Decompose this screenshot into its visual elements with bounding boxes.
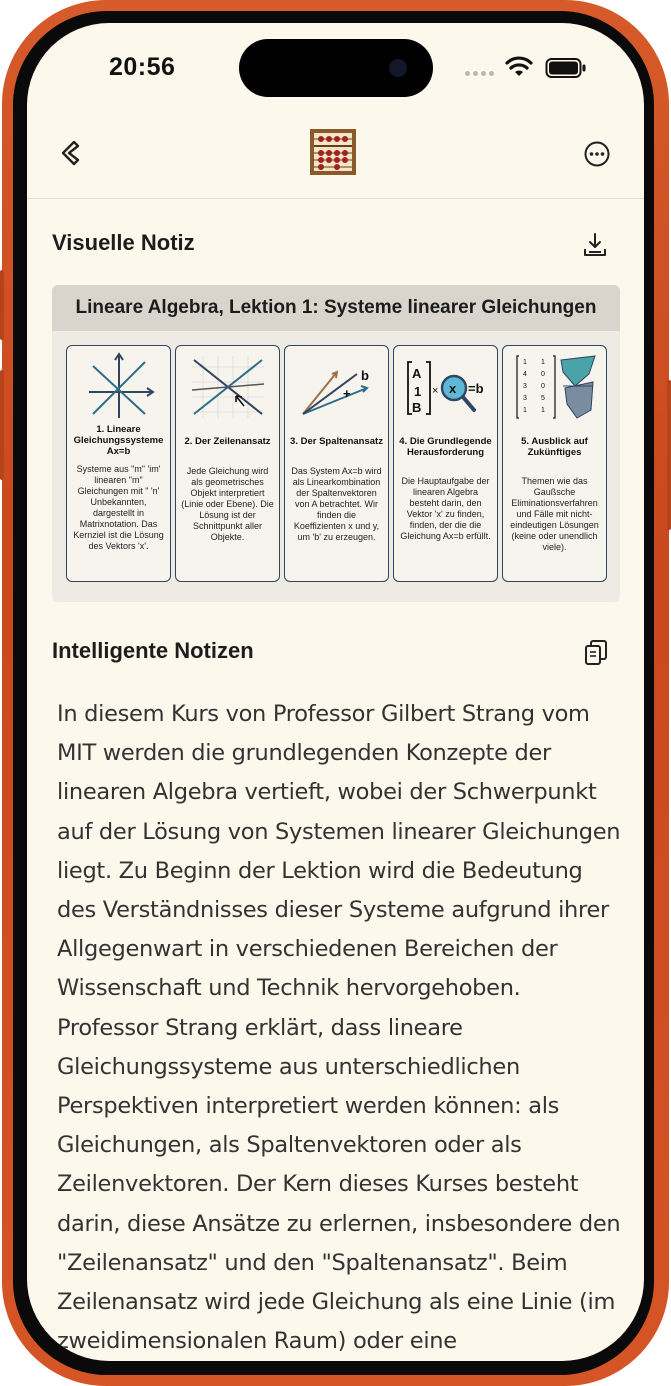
dynamic-island: [239, 39, 433, 97]
svg-text:0: 0: [541, 383, 545, 390]
panel-title: 5. Ausblick auf Zukünftiges: [521, 436, 588, 458]
panel-title: 4. Die Grundlegende Herausforderung: [399, 436, 492, 458]
back-chevron-icon[interactable]: [55, 137, 87, 169]
visual-panel-3: [284, 345, 389, 582]
svg-text:b: b: [361, 368, 369, 383]
vector-addition-icon: [297, 352, 377, 422]
svg-text:×: ×: [432, 385, 439, 397]
svg-text:=b: =b: [468, 381, 484, 396]
status-time: 20:56: [109, 53, 176, 81]
signal-icon: [465, 71, 494, 76]
panel-body: Das System Ax=b wird als Linearkombination der Spaltenvektoren von A betrachtet. Wir finden die Koeffizienten x und y, um 'b' zu erzeugen.: [291, 466, 382, 542]
svg-text:1: 1: [541, 407, 545, 414]
screen: [27, 23, 644, 1361]
svg-text:0: 0: [541, 371, 545, 378]
svg-text:4: 4: [523, 371, 527, 378]
battery-icon: [545, 57, 587, 79]
svg-text:1: 1: [523, 407, 527, 414]
svg-text:3: 3: [523, 383, 527, 390]
panel-body: Die Hauptaufgabe der linearen Algebra besteht darin, den Vektor 'x' zu finden, finden, der die die Gleichung Ax=b erfüllt.: [400, 476, 491, 541]
svg-text:1: 1: [523, 359, 527, 366]
visual-note-header: Lineare Algebra, Lektion 1: Systeme linearer Gleichungen: [52, 285, 620, 331]
side-button: [667, 380, 671, 530]
visual-note-image: [52, 285, 620, 602]
smart-notes-title: Intelligente Notizen: [52, 638, 254, 663]
abacus-icon: [309, 128, 357, 176]
svg-text:5: 5: [541, 395, 545, 402]
svg-text:+: +: [343, 386, 351, 401]
svg-text:1: 1: [414, 384, 422, 399]
navigation-bar: [27, 123, 644, 199]
camera-icon: [389, 59, 407, 77]
svg-text:1: 1: [541, 359, 545, 366]
visual-panel-5: [502, 345, 607, 582]
panel-title: 2. Der Zeilenansatz: [184, 436, 271, 447]
more-options-icon[interactable]: [583, 140, 611, 168]
magnifier-equation-icon: [406, 352, 490, 422]
visual-panel-4: [393, 345, 498, 582]
side-button: [0, 370, 4, 480]
svg-text:x: x: [449, 381, 457, 396]
panel-body: Systeme aus "m" 'im' linearen "m" Gleichungen mit " 'n' Unbekannten, dargestellt in Matrixnotation. Das Kernziel ist die Lösung des Vektors 'x'.: [73, 464, 164, 551]
svg-text:3: 3: [523, 395, 527, 402]
panel-body: Themen wie das Gaußsche Eliminationsverfahren und Fälle mit nicht-eindeutigen Lösungen (keine oder unendlich viele).: [510, 476, 599, 552]
download-icon[interactable]: [581, 231, 609, 259]
smart-notes-text: In diesem Kurs von Professor Gilbert Strang vom MIT werden die grundlegenden Konzepte der linearen Algebra vertieft, wobei der Schwerpunkt auf der Lösung von Systemen linearer Gleichungen liegt. Zu Beginn der Lektion wird die Bedeutung des Verständnisses dieser Systeme aufgrund ihrer Allgegenwart in verschiedenen Bereichen der Wissenschaft und Technik hervorgehoben. Professor Strang erklärt, dass lineare Gleichungssysteme aus unterschiedlichen Perspektiven interpretiert werden können: als Gleichungen, als Spaltenvektoren oder als Zeilenvektoren. Der Kern dieses Kurses besteht darin, diese Ansätze zu erlernen, insbesondere den "Zeilenansatz" und den "Spaltenansatz". Beim Zeilenansatz wird jede Gleichung als eine Linie (im zweidimensionalen Raum) oder eine: [57, 701, 621, 1355]
copy-icon[interactable]: [583, 639, 609, 667]
matrix-planes-icon: [515, 352, 599, 422]
wifi-icon: [505, 56, 533, 78]
svg-text:B: B: [412, 400, 422, 415]
panel-title: 3. Der Spaltenansatz: [290, 436, 383, 447]
panel-title: 1. Lineare Gleichungssysteme Ax=b: [73, 424, 164, 457]
svg-text:A: A: [412, 366, 422, 381]
panel-body: Jede Gleichung wird als geometrisches Objekt interpretiert (Linie oder Ebene). Die Lösung ist der Schnittpunkt aller Objekte.: [181, 466, 274, 542]
visual-panel-1: [66, 345, 171, 582]
coordinate-lines-icon: [79, 352, 159, 422]
visual-panel-2: [175, 345, 280, 582]
visual-note-title: Visuelle Notiz: [52, 230, 195, 255]
side-button: [0, 270, 4, 340]
intersecting-lines-icon: [188, 352, 268, 422]
